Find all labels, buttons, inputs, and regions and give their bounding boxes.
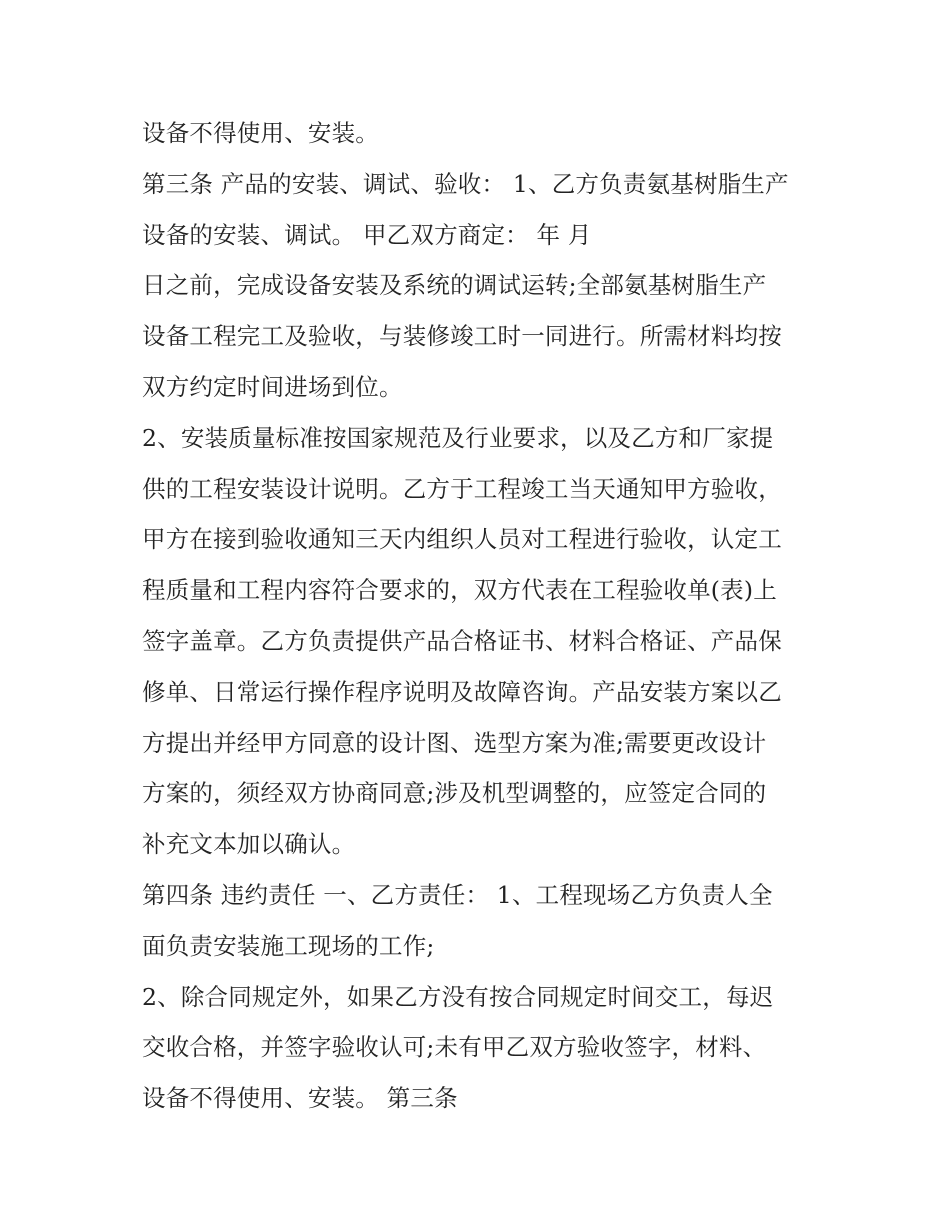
text-line: 方案的，须经双方协商同意;涉及机型调整的，应签定合同的	[142, 779, 767, 808]
text-line: 双方约定时间进场到位。	[142, 372, 403, 401]
text-line: 设备不得使用、安装。	[142, 119, 379, 147]
text-line: 第三条 产品的安装、调试、验收： 1、乙方负责氨基树脂生产	[142, 169, 789, 198]
text-line: 设备的安装、调试。 甲乙双方商定： 年 月	[142, 220, 592, 249]
text-line: 甲方在接到验收通知三天内组织人员对工程进行验收，认定工	[142, 525, 782, 554]
text-line: 程质量和工程内容符合要求的，双方代表在工程验收单(表)上	[142, 576, 777, 605]
text-line: 设备工程完工及验收，与装修竣工时一同进行。所需材料均按	[142, 322, 782, 351]
text-line: 2、除合同规定外，如果乙方没有按合同规定时间交工，每迟	[142, 982, 774, 1011]
text-line: 修单、日常运行操作程序说明及故障咨询。产品安装方案以乙	[142, 677, 782, 706]
text-line: 补充文本加以确认。	[142, 830, 356, 859]
text-line: 设备不得使用、安装。 第三条	[142, 1084, 458, 1113]
contract-text-body	[142, 108, 822, 1124]
text-line: 供的工程安装设计说明。乙方于工程竣工当天通知甲方验收，	[142, 474, 782, 503]
text-line: 日之前，完成设备安装及系统的调试运转;全部氨基树脂生产	[142, 271, 767, 300]
text-line: 交收合格，并签字验收认可;未有甲乙双方验收签字，材料、	[142, 1033, 767, 1062]
text-line: 第四条 违约责任 一、乙方责任： 1、工程现场乙方负责人全	[142, 880, 773, 909]
text-line: 2、安装质量标准按国家规范及行业要求，以及乙方和厂家提	[142, 423, 774, 452]
text-line: 签字盖章。乙方负责提供产品合格证书、材料合格证、产品保	[142, 626, 782, 655]
text-line: 面负责安装施工现场的工作;	[142, 931, 435, 960]
text-line: 方提出并经甲方同意的设计图、选型方案为准;需要更改设计	[142, 728, 767, 757]
